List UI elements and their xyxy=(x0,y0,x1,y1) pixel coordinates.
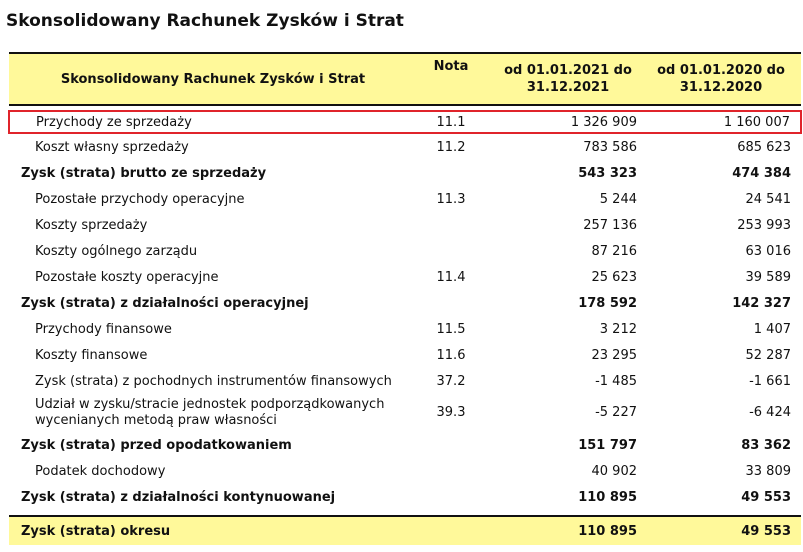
table-row xyxy=(9,133,801,160)
row-value-2020: 63 016 xyxy=(745,243,791,259)
row-value-2021: 110 895 xyxy=(495,516,647,545)
row-value-2020: 24 541 xyxy=(745,191,791,207)
header-period-2021-line2: 31.12.2021 xyxy=(526,80,610,95)
row-value-2021: 178 592 xyxy=(578,295,637,311)
row-nota: 11.5 xyxy=(436,321,466,337)
row-value-2020: 49 553 xyxy=(647,516,801,545)
row-value-2021: 40 902 xyxy=(591,463,637,479)
row-value-2020: 39 589 xyxy=(745,269,791,285)
header-period-2020 xyxy=(647,53,801,105)
row-value-2020: 52 287 xyxy=(745,347,791,363)
table-row-total xyxy=(9,516,801,545)
row-value-2020: 1 407 xyxy=(753,321,791,337)
row-nota: 37.2 xyxy=(436,373,466,389)
row-label: Koszt własny sprzedaży xyxy=(35,139,189,155)
row-label-line2: wycenianych metodą praw własności xyxy=(35,413,277,428)
row-label: Podatek dochodowy xyxy=(35,463,166,479)
row-nota: 39.3 xyxy=(436,405,466,420)
table-row xyxy=(9,394,801,432)
row-label: Przychody finansowe xyxy=(35,321,172,337)
table-row xyxy=(9,316,801,342)
row-value-2020: 49 553 xyxy=(741,489,791,505)
table-row-highlighted[interactable] xyxy=(9,111,801,133)
row-value-2021: 783 586 xyxy=(583,139,637,155)
header-period-2020-line1: od 01.01.2020 do xyxy=(657,63,785,78)
table-row-subtotal xyxy=(9,432,801,458)
row-value-2021: 151 797 xyxy=(578,437,637,453)
row-value-2021: 543 323 xyxy=(578,165,637,181)
row-nota xyxy=(407,432,495,458)
row-value-2021: 1 326 909 xyxy=(495,111,647,133)
row-nota xyxy=(407,160,495,186)
row-value-2021: -1 485 xyxy=(595,373,637,389)
row-label: Zysk (strata) brutto ze sprzedaży xyxy=(21,165,267,181)
row-label: Zysk (strata) z działalności operacyjnej xyxy=(21,295,309,311)
row-label: Pozostałe przychody operacyjne xyxy=(35,191,245,207)
row-nota xyxy=(407,290,495,316)
row-value-2021: 87 216 xyxy=(591,243,637,259)
header-period-2020-line2: 31.12.2020 xyxy=(679,80,763,95)
row-label: Zysk (strata) z działalności kontynuowanej xyxy=(21,489,336,505)
row-value-2020: 253 993 xyxy=(737,217,791,233)
table-row xyxy=(9,212,801,238)
row-value-2021: 5 244 xyxy=(599,191,637,207)
row-value-2020: -6 424 xyxy=(749,405,791,420)
table-row xyxy=(9,264,801,290)
row-value-2021: 110 895 xyxy=(578,489,637,505)
row-label: Pozostałe koszty operacyjne xyxy=(35,269,219,285)
row-nota: 11.1 xyxy=(407,111,495,133)
row-nota xyxy=(407,484,495,510)
table-row xyxy=(9,186,801,212)
header-statement-name: Skonsolidowany Rachunek Zysków i Strat xyxy=(9,53,407,105)
row-value-2021: -5 227 xyxy=(595,405,637,420)
row-nota xyxy=(407,238,495,264)
row-label: Przychody ze sprzedaży xyxy=(9,111,407,133)
row-value-2021: 23 295 xyxy=(591,347,637,363)
row-value-2021: 25 623 xyxy=(591,269,637,285)
row-nota xyxy=(407,458,495,484)
row-value-2020: 1 160 007 xyxy=(647,111,801,133)
row-label: Zysk (strata) z pochodnych instrumentów finansowych xyxy=(35,373,392,389)
row-value-2020: 474 384 xyxy=(732,165,791,181)
table-row-subtotal xyxy=(9,484,801,510)
row-value-2020: 33 809 xyxy=(745,463,791,479)
row-label: Koszty finansowe xyxy=(35,347,148,363)
row-value-2020: 142 327 xyxy=(732,295,791,311)
row-label: Zysk (strata) przed opodatkowaniem xyxy=(21,437,292,453)
row-label: Koszty sprzedaży xyxy=(35,217,148,233)
page-title: Skonsolidowany Rachunek Zysków i Strat xyxy=(6,11,404,31)
table-row-subtotal xyxy=(9,160,801,186)
row-label: Zysk (strata) okresu xyxy=(9,516,407,545)
row-value-2020: 685 623 xyxy=(737,139,791,155)
table-row-subtotal xyxy=(9,290,801,316)
row-label-line1: Udział w zysku/stracie jednostek podporządkowanych xyxy=(35,397,385,412)
row-nota xyxy=(407,516,495,545)
table-header-row xyxy=(9,53,801,105)
table-row xyxy=(9,238,801,264)
row-nota: 11.2 xyxy=(436,139,466,155)
header-period-2021-line1: od 01.01.2021 do xyxy=(504,63,632,78)
table-row xyxy=(9,368,801,394)
table-row xyxy=(9,342,801,368)
header-period-2021 xyxy=(495,53,647,105)
row-nota: 11.3 xyxy=(436,191,466,207)
row-value-2021: 257 136 xyxy=(583,217,637,233)
row-label xyxy=(9,394,407,432)
header-nota: Nota xyxy=(407,53,495,105)
row-label: Koszty ogólnego zarządu xyxy=(35,243,198,259)
row-nota: 11.6 xyxy=(436,347,466,363)
row-value-2021: 3 212 xyxy=(599,321,637,337)
row-nota xyxy=(407,212,495,238)
row-nota: 11.4 xyxy=(436,269,466,285)
row-value-2020: -1 661 xyxy=(749,373,791,389)
income-statement-table xyxy=(8,52,802,545)
table-row xyxy=(9,458,801,484)
row-value-2020: 83 362 xyxy=(741,437,791,453)
